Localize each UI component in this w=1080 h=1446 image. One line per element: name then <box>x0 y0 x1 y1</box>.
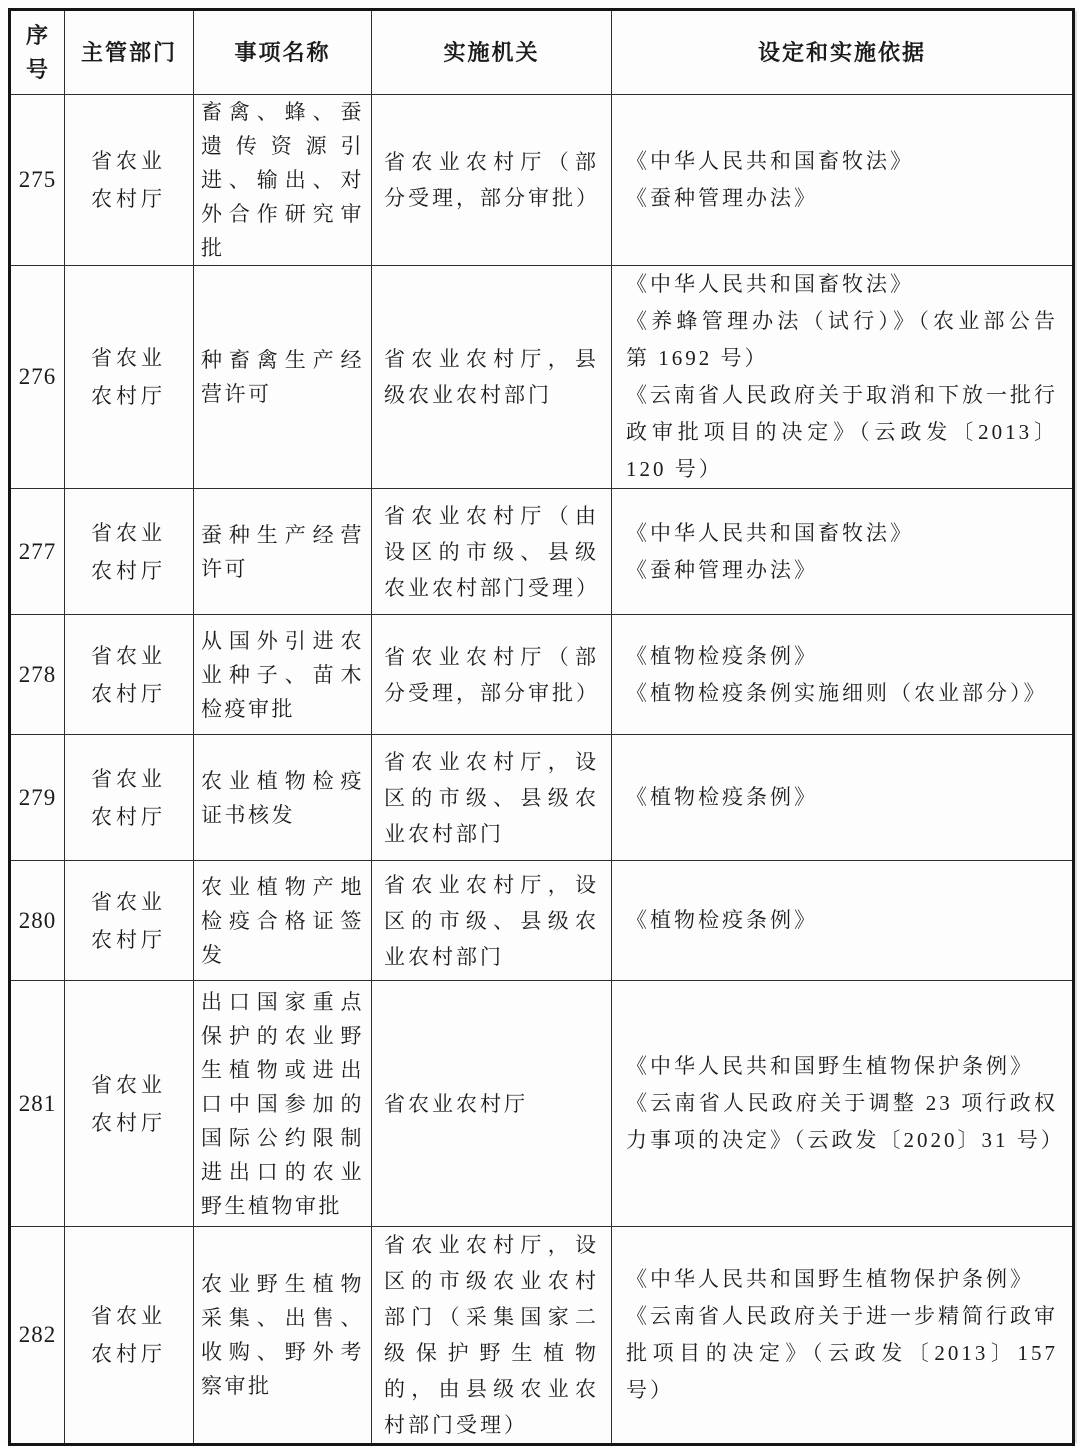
department-text: 省农业农村厅 <box>91 766 166 829</box>
table-row <box>10 861 1074 981</box>
cell-agency: 省农业农村厅，设区的市级农业农村部门（采集国家二级保护野生植物的，由县级农业农村部门受理） <box>372 1227 612 1445</box>
cell-serial: 280 <box>10 861 65 981</box>
department-text: 省农业农村厅 <box>91 520 166 583</box>
cell-basis <box>612 95 1074 266</box>
table-row <box>10 95 1074 266</box>
table-row <box>10 735 1074 861</box>
cell-agency: 省农业农村厅，设区的市级、县级农业农村部门 <box>372 861 612 981</box>
cell-item-name: 种畜禽生产经营许可 <box>194 266 372 489</box>
cell-agency: 省农业农村厅（部分受理，部分审批） <box>372 95 612 266</box>
basis-entry: 《蚕种管理办法》 <box>626 557 818 582</box>
basis-entry: 《云南省人民政府关于进一步精简行政审批项目的决定》（云政发〔2013〕157 号） <box>626 1304 1058 1402</box>
department-text: 省农业农村厅 <box>91 1304 166 1366</box>
cell-department <box>65 489 194 615</box>
column-header-department: 主管部门 <box>65 10 194 95</box>
basis-entry: 《养蜂管理办法（试行）》（农业部公告第 1692 号） <box>626 309 1058 370</box>
cell-agency: 省农业农村厅 <box>372 981 612 1227</box>
department-text: 省农业农村厅 <box>91 149 166 211</box>
department-text: 省农业农村厅 <box>91 643 166 706</box>
basis-entry: 《蚕种管理办法》 <box>626 186 818 210</box>
table-header <box>10 10 1074 95</box>
table-row <box>10 266 1074 489</box>
cell-serial: 279 <box>10 735 65 861</box>
cell-serial: 282 <box>10 1227 65 1445</box>
column-header-item-name: 事项名称 <box>194 10 372 95</box>
cell-basis <box>612 735 1074 861</box>
table-row <box>10 1227 1074 1445</box>
cell-agency: 省农业农村厅，县级农业农村部门 <box>372 266 612 489</box>
cell-item-name: 从国外引进农业种子、苗木检疫审批 <box>194 615 372 735</box>
cell-department <box>65 861 194 981</box>
cell-item-name: 蚕种生产经营许可 <box>194 489 372 615</box>
basis-entry: 《中华人民共和国畜牧法》 <box>626 520 914 545</box>
cell-serial: 276 <box>10 266 65 489</box>
cell-department <box>65 615 194 735</box>
basis-entry: 《中华人民共和国野生植物保护条例》 <box>626 1054 1034 1078</box>
cell-agency: 省农业农村厅（由设区的市级、县级农业农村部门受理） <box>372 489 612 615</box>
basis-entry: 《植物检疫条例》 <box>626 785 818 809</box>
cell-serial: 277 <box>10 489 65 615</box>
department-text: 省农业农村厅 <box>91 346 166 408</box>
cell-basis <box>612 981 1074 1227</box>
cell-basis <box>612 1227 1074 1445</box>
cell-basis <box>612 615 1074 735</box>
cell-item-name: 畜禽、蜂、蚕遗传资源引进、输出、对外合作研究审批 <box>194 95 372 266</box>
header-row <box>10 10 1074 95</box>
table-body <box>10 95 1074 1445</box>
basis-entry: 《植物检疫条例》 <box>626 643 818 668</box>
basis-entry: 《云南省人民政府关于调整 23 项行政权力事项的决定》（云政发〔2020〕31 号） <box>626 1091 1065 1152</box>
cell-serial: 281 <box>10 981 65 1227</box>
cell-department <box>65 1227 194 1445</box>
cell-agency: 省农业农村厅，设区的市级、县级农业农村部门 <box>372 735 612 861</box>
department-text: 省农业农村厅 <box>91 889 166 952</box>
table-row <box>10 489 1074 615</box>
table-row <box>10 615 1074 735</box>
approval-items-table <box>8 8 1075 1446</box>
column-header-basis: 设定和实施依据 <box>612 10 1074 95</box>
cell-department <box>65 95 194 266</box>
basis-entry: 《植物检疫条例实施细则（农业部分）》 <box>626 680 1048 705</box>
basis-entry: 《中华人民共和国野生植物保护条例》 <box>626 1267 1034 1291</box>
cell-item-name: 农业植物产地检疫合格证签发 <box>194 861 372 981</box>
cell-agency: 省农业农村厅（部分受理，部分审批） <box>372 615 612 735</box>
cell-item-name: 农业植物检疫证书核发 <box>194 735 372 861</box>
column-header-serial: 序号 <box>10 10 65 95</box>
cell-basis <box>612 266 1074 489</box>
cell-department <box>65 981 194 1227</box>
basis-entry: 《中华人民共和国畜牧法》 <box>626 272 914 296</box>
basis-entry: 《植物检疫条例》 <box>626 908 818 932</box>
cell-item-name: 出口国家重点保护的农业野生植物或进出口中国参加的国际公约限制进出口的农业野生植物审批 <box>194 981 372 1227</box>
department-text: 省农业农村厅 <box>91 1072 166 1135</box>
table-row <box>10 981 1074 1227</box>
cell-department <box>65 266 194 489</box>
cell-basis <box>612 489 1074 615</box>
column-header-agency: 实施机关 <box>372 10 612 95</box>
cell-department <box>65 735 194 861</box>
basis-entry: 《中华人民共和国畜牧法》 <box>626 149 914 173</box>
cell-serial: 275 <box>10 95 65 266</box>
cell-item-name: 农业野生植物采集、出售、收购、野外考察审批 <box>194 1227 372 1445</box>
cell-basis <box>612 861 1074 981</box>
cell-serial: 278 <box>10 615 65 735</box>
basis-entry: 《云南省人民政府关于取消和下放一批行政审批项目的决定》（云政发〔2013〕120 号） <box>626 383 1058 481</box>
